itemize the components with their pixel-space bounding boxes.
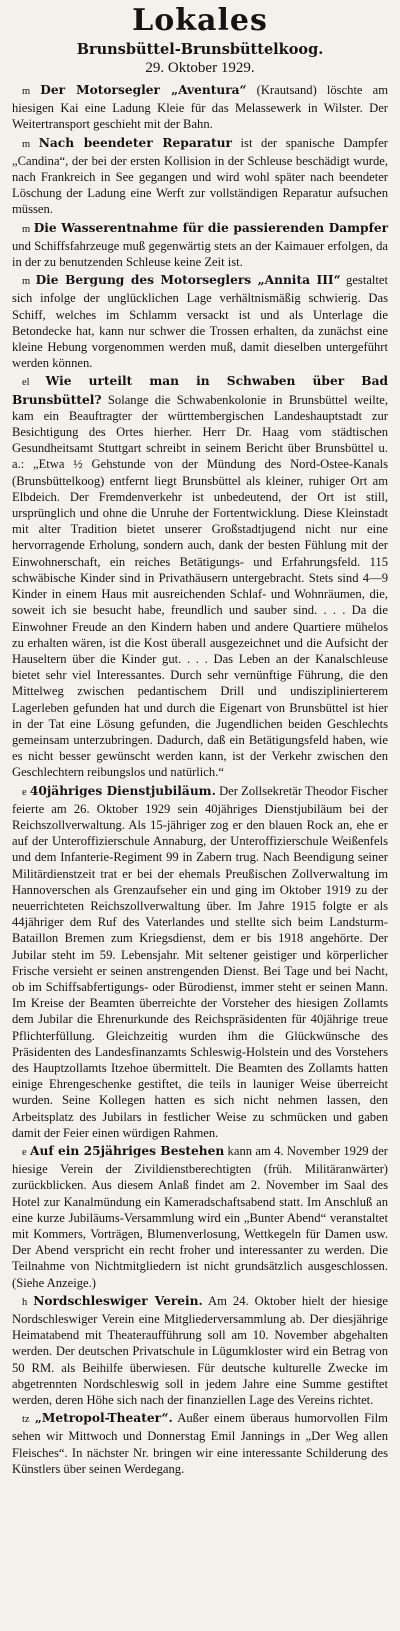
article-headline: Der Motorsegler „Aventura“: [40, 83, 247, 97]
author-mark: el: [22, 377, 30, 389]
article-body: Der Zollsekretär Theodor Fischer feierte am 26. Oktober 1929 sein 40jähriges Dienstjubiläum bei der Reichszollverwaltung. Als 15-jähriger zog er den blauen Rock an, ehe er auf der Unteroffizierschule Annaburg, der Unteroffizierschule Weißenfels und dem Infanterie-Regiment 99 in Zabern trug. Nach Beendigung seiner Militärdienstzeit trat er bei der ehemals Preußischen Zollverwaltung im Hannoverschen als Grenzaufseher ein und ging im Oktober 1919 zu der neuerrichteten Reichszollverwaltung über. Im Jahre 1915 folgte er als 44jähriger dem Ruf des Vaterlandes und stellte sich beim Landsturm-Bataillon Bremen zum Kriegsdienst, dem er bis 1918 angehörte. Der Jubilar steht im 59. Lebensjahr. Mit seltener geistiger und körperlicher Frische versieht er seinen anstrengenden Dienst. Bei Tage und bei Nacht, ob im Schiffsabfertigungs- oder Bürodienst, immer steht er seinen Mann. Im Kreise der Beamten überreichte der Vorsteher des hiesigen Zollamts dem Jubilar die Ehrenurkunde des Reichspräsidenten für 40jährige treue Pflichterfüllung. Gleichzeitig wurden ihm die Glückwünsche des Präsidenten des Landesfinanzamts Schleswig-Holstein und des Vorstehers des Hauptzollamts Itzehoe übermittelt. Die Beamten des Zollamts hatten einige Ehrengeschenke gestiftet, die teils in launiger Weise überreicht wurden. Seine Kollegen hatten es sich nicht nehmen lassen, den Arbeitsplatz des Jubilars in festlicher Weise zu schmücken und gaben damit der Feier einen würdigen Rahmen.: [12, 783, 389, 1140]
article-body: Außer einem überaus humorvollen Film sehen wir Mittwoch und Donnerstag Emil Jannings in „Der Weg allen Fleisches“. In nächster Nr. bringen wir eine interessante Schilderung des Künstlers über seinen Werdegang.: [12, 1411, 388, 1476]
author-mark: e: [22, 786, 27, 798]
date-line: 29. Oktober 1929.: [145, 60, 255, 76]
article-25jaehriges-bestehen: [12, 1143, 388, 1291]
section-title: Lokales: [132, 3, 268, 38]
article-body: gestaltet sich infolge der unglücklichen Lage verhältnismäßig schwierig. Das Schiff, welches im Schlamm versackt ist und als Unterlage die Betondecke hat, kann nur schwer die Trossen erhalten, da zunächst eine kleine Hebung vorgenommen werden muß, damit dieselben untergeführt werden können.: [12, 273, 388, 371]
author-mark: m: [22, 223, 31, 235]
article-wasserentnahme: [12, 220, 388, 271]
article-metropol-theater: [12, 1410, 388, 1477]
article-motorsegler-aventura: [12, 82, 388, 133]
article-headline: Nordschleswiger Verein.: [33, 1293, 203, 1308]
author-mark: e: [22, 1147, 27, 1158]
article-bergung-annita: [12, 272, 388, 371]
article-headline: 40jähriges Dienstjubiläum.: [29, 783, 216, 798]
article-body: kann am 4. November 1929 der hiesige Verein der Zivildienstberechtigten (früh. Militäranwärter) zurückblicken. Aus diesem Anlaß findet am 2. November im Saal des Hotel zur Kanalmündung ein Kameradschaftsabend statt. Im Anschluß an eine kurze Jubiläums-Versammlung wird ein „Bunter Abend“ veranstaltet mit Kommers, Vorträgen, Blumenverlosung, Wettkegeln für Damen usw. Der Abend verspricht ein recht froher und interessanter zu werden. Die Teilnahme von Nichtmitgliedern ist nicht grundsätzlich ausgeschlossen. (Siehe Anzeige.): [12, 1144, 388, 1290]
article-reparatur: [12, 135, 388, 218]
article-body: Solange die Schwabenkolonie in Brunsbüttel weilte, kam ein Beauftragter der württembergischen Landeshauptstadt zur Besichtigung des Ortes hierher. Herr Dr. Haag vom städtischen Gesundheitsamt Stuttgart schreibt in seinem Bericht über Brunsbüttel u. a.: „Etwa ½ Gehstunde von der Mündung des Nord-Ostee-Kanals (Brunsbüttelkoog) entfernt liegt Brunsbüttel als kleiner, ruhiger Ort am Elbdeich. Der Fremdenverkehr ist unbedeutend, der Ort ist still, ursprünglich und ohne die Unruhe der Fortentwicklung. Diese Kleinstadt mit alter Tradition bietet unserer Großstadtjugend nicht nur eine hervorragende Erholung, sondern auch, dank der besten Fühlung mit der Einwohnerschaft, ein reiches Betätigungs- und Erfahrungsfeld. 115 schwäbische Kinder sind in Privathäusern untergebracht. Stets sind 4—9 Kinder in einem Haus mit ausreichenden Schlaf- und Wohnräumen, die, soweit ich sie besucht habe, freundlich und sauber sind. . . . Da die Einwohner Freude an den Kindern haben und andere Quartiere mühelos zu erhalten wären, ist die Kost überall ausgezeichnet und die Aufsicht der Hauseltern über die Kinder gut. . . . Das Leben an der Kanalschleuse bietet sehr viel Interessantes. Durch sehr vernünftige Führung, die den Mittelweg zwischen pedantischem Drill und undisziplinierterem Lagerleben gefunden hat und durch die Eigenart von Brunsbüttel ist hier in der Tat eine Lösung gefunden, die Jugendlichen beiden Geschlechts gemeinsam unterzubringen. Dadurch, daß ein Betätigungsfeld haben, wie es nicht besser gewünscht werden kann, ist der Verkehr zwischen den Geschlechtern reibungslos und natürlich.“: [12, 392, 388, 780]
article-dienstjubilaeum: [12, 783, 388, 1141]
author-mark: m: [22, 276, 31, 288]
article-headline: Nach beendeter Reparatur: [38, 135, 232, 150]
article-body: (Krautsand) löschte am hiesigen Kai eine Ladung Kleie für das Melassewerk in Wilster. Der Weitertransport geschieht mit der Bahn.: [12, 83, 388, 132]
article-body: ist der spanische Dampfer „Candina“, der bei der ersten Kollision in der Schleuse beschädigt wurde, nach Frankreich in See gegangen und wird wohl später nach beendeter Löschung der Ladung eine Werft zur vollständigen Reparatur aufsuchen müssen.: [12, 135, 388, 217]
article-body: und Schiffsfahrzeuge muß gegenwärtig stets an der Kaimauer erfolgen, da in der zu benutzenden Schleuse keine Zeit ist.: [12, 238, 388, 270]
article-headline: Wie urteilt man in Schwaben über Bad Brunsbüttel?: [12, 374, 388, 407]
article-headline: Auf ein 25jähriges Bestehen: [30, 1144, 225, 1158]
author-mark: tz: [22, 1414, 30, 1426]
article-headline: „Metropol-Theater“.: [34, 1411, 173, 1426]
author-mark: m: [22, 138, 31, 150]
article-schwaben: [12, 373, 388, 780]
article-headline: Die Wasserentnahme für die passierenden Dampfer: [33, 220, 388, 235]
author-mark: h: [22, 1296, 28, 1308]
article-nordschleswiger-verein: [12, 1293, 388, 1408]
place-heading: Brunsbüttel-Brunsbüttelkoog.: [76, 41, 324, 58]
article-headline: Die Bergung des Motorseglers „Annita III“: [35, 273, 341, 288]
article-body: Am 24. Oktober hielt der hiesige Nordschleswiger Verein eine Mitgliederversammlung ab. Der diesjährige Heimatabend mit Theateraufführung soll am 10. November abgehalten werden. Der deutschen Privatschule in Lügumkloster wird ein Betrag von 50 RM. als Beihilfe überwiesen. Für deutsche kulturelle Zwecke im abgetrennten Nordschleswig soll in jedem Jahre eine Summe gestiftet werden, deren Höhe sich nach der finanziellen Lage des Vereins richtet.: [12, 1293, 388, 1408]
author-mark: m: [22, 86, 31, 97]
